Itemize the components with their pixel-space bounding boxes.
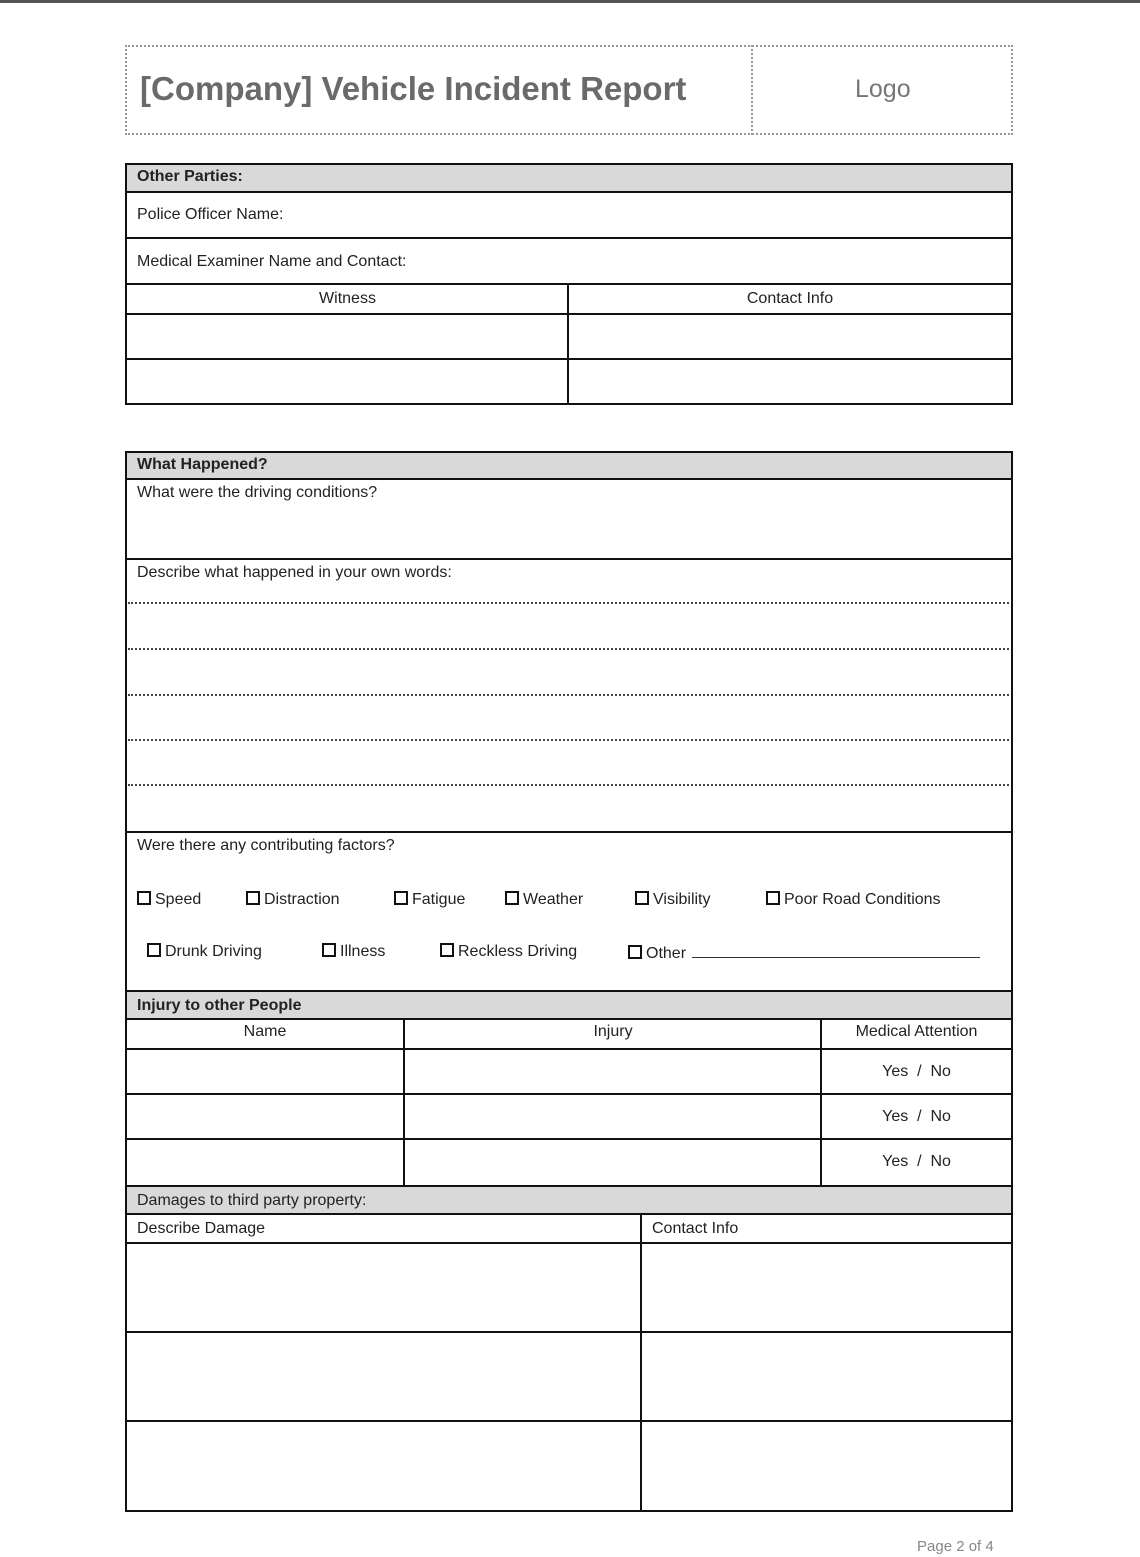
injury-heading: Injury to other People <box>137 997 302 1014</box>
driving-conditions-field[interactable] <box>128 505 1008 557</box>
name-header: Name <box>243 1023 287 1040</box>
describe-label: Describe what happened in your own words: <box>137 564 452 581</box>
checkbox-icon <box>137 891 151 905</box>
damages-heading: Damages to third party property: <box>137 1192 367 1209</box>
medical-attention-header: Medical Attention <box>855 1023 978 1040</box>
police-officer-label: Police Officer Name: <box>137 206 284 223</box>
header-divider <box>751 45 753 135</box>
checkbox-illness[interactable]: Illness <box>322 943 385 961</box>
checkbox-icon <box>766 891 780 905</box>
witness-contact-field-2[interactable] <box>570 361 1010 403</box>
contributing-factors-label: Were there any contributing factors? <box>137 837 395 854</box>
checkbox-speed[interactable]: Speed <box>137 891 201 909</box>
damage-contact-header: Contact Info <box>652 1220 739 1237</box>
checkbox-fatigue[interactable]: Fatigue <box>394 891 465 909</box>
checkbox-icon <box>322 943 336 957</box>
medical-yes-no-3[interactable]: Yes / No <box>882 1153 951 1170</box>
checkbox-icon <box>246 891 260 905</box>
other-parties-heading: Other Parties: <box>137 168 243 185</box>
checkbox-icon <box>394 891 408 905</box>
other-field[interactable] <box>692 943 980 958</box>
medical-yes-no-1[interactable]: Yes / No <box>882 1063 951 1080</box>
witness-field-1[interactable] <box>128 316 566 358</box>
checkbox-reckless-driving[interactable]: Reckless Driving <box>440 943 577 961</box>
contact-info-header: Contact Info <box>746 290 834 307</box>
what-happened-heading: What Happened? <box>137 456 268 473</box>
checkbox-icon <box>505 891 519 905</box>
checkbox-weather[interactable]: Weather <box>505 891 583 909</box>
checkbox-poor-road-conditions[interactable]: Poor Road Conditions <box>766 891 941 909</box>
checkbox-icon <box>147 943 161 957</box>
checkbox-icon <box>440 943 454 957</box>
describe-field[interactable] <box>128 590 1008 830</box>
witness-field-2[interactable] <box>128 361 566 403</box>
driving-conditions-label: What were the driving conditions? <box>137 484 378 501</box>
checkbox-distraction[interactable]: Distraction <box>246 891 340 909</box>
report-title: [Company] Vehicle Incident Report <box>140 70 687 107</box>
witness-header: Witness <box>319 290 376 307</box>
page-number: Page 2 of 4 <box>917 1538 994 1555</box>
medical-examiner-label: Medical Examiner Name and Contact: <box>137 253 407 270</box>
top-border <box>0 0 1140 3</box>
checkbox-drunk-driving[interactable]: Drunk Driving <box>147 943 262 961</box>
checkbox-icon <box>635 891 649 905</box>
describe-damage-header: Describe Damage <box>137 1220 266 1237</box>
checkbox-other[interactable]: Other <box>628 943 980 963</box>
injury-header: Injury <box>593 1023 633 1040</box>
checkbox-icon <box>628 945 642 959</box>
checkbox-visibility[interactable]: Visibility <box>635 891 711 909</box>
medical-yes-no-2[interactable]: Yes / No <box>882 1108 951 1125</box>
witness-contact-field-1[interactable] <box>570 316 1010 358</box>
logo-placeholder: Logo <box>855 75 911 103</box>
